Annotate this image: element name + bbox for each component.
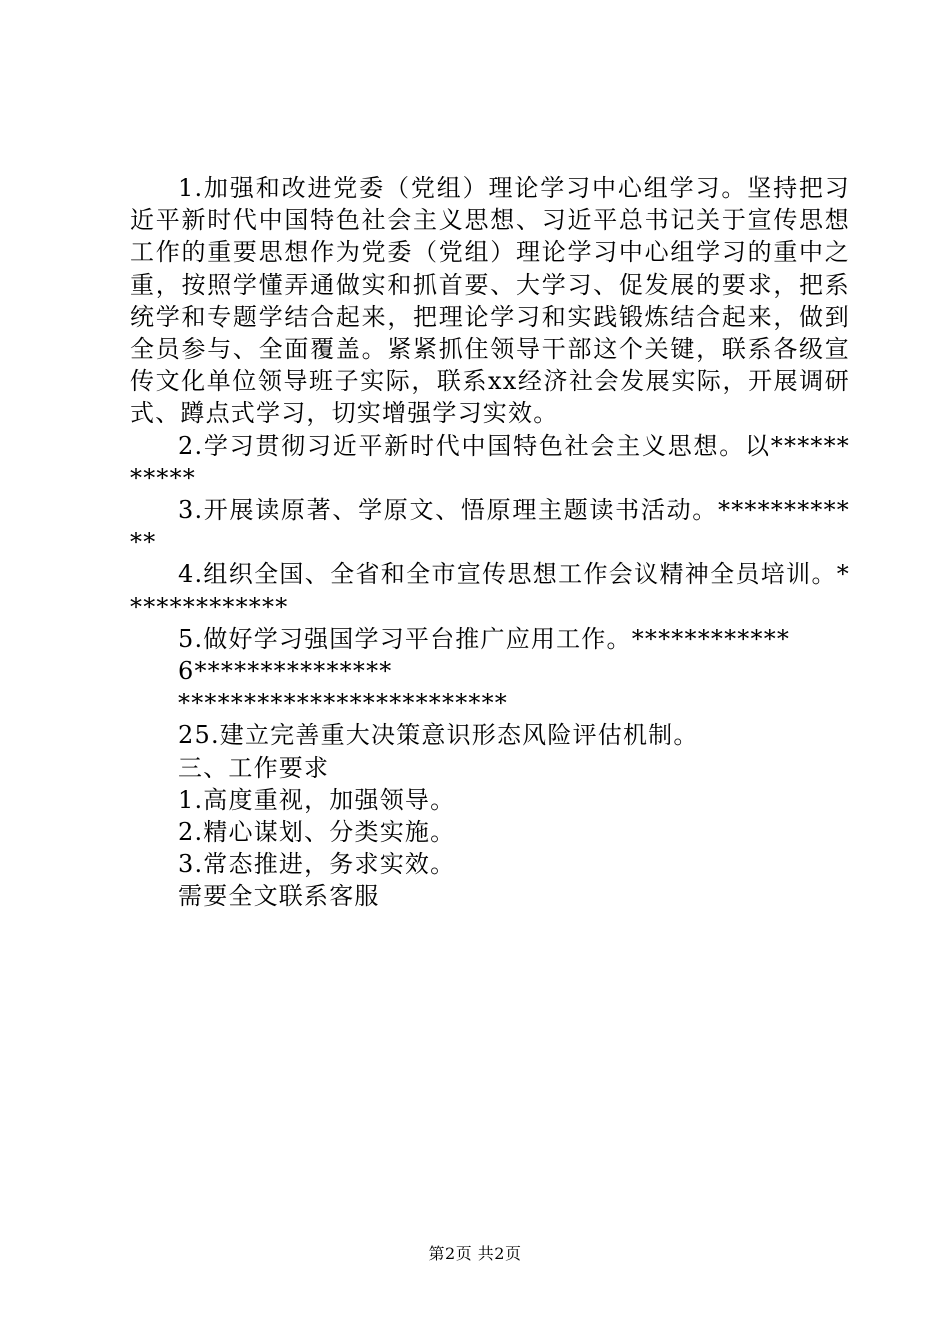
redacted-line: ************************* xyxy=(178,689,508,718)
paragraph-item-5: 5.做好学习强国学习平台推广应用工作。************ xyxy=(178,624,791,653)
page-number: 第2页 共2页 xyxy=(428,1244,522,1263)
requirement-item-2: 2.精心谋划、分类实施。 xyxy=(178,818,456,847)
paragraph-item-2: 2.学习贯彻习近平新时代中国特色社会主义思想。以*********** xyxy=(130,431,850,492)
paragraph-item-3: 3.开展读原著、学原文、悟原理主题读书活动。************ xyxy=(130,496,850,557)
paragraph-item-25: 25.建立完善重大决策意识形态风险评估机制。 xyxy=(178,721,699,750)
paragraph-item-4: 4.组织全国、全省和全市宣传思想工作会议精神全员培训。************* xyxy=(130,560,850,621)
requirement-item-3: 3.常态推进，务求实效。 xyxy=(178,850,456,879)
document-body xyxy=(130,172,850,913)
contact-note: 需要全文联系客服 xyxy=(178,882,380,911)
section-heading: 三、工作要求 xyxy=(178,753,330,782)
paragraph-item-6: 6*************** xyxy=(178,657,393,686)
requirement-item-1: 1.高度重视，加强领导。 xyxy=(178,785,456,814)
paragraph-item-1: 1.加强和改进党委（党组）理论学习中心组学习。坚持把习近平新时代中国特色社会主义思想、习近平总书记关于宣传思想工作的重要思想作为党委（党组）理论学习中心组学习的重中之重，按照学懂弄通做实和抓首要、大学习、促发展的要求，把系统学和专题学结合起来，把理论学习和实践锻炼结合起来，做到全员参与、全面覆盖。紧紧抓住领导干部这个关键，联系各级宣传文化单位领导班子实际，联系xx经济社会发展实际，开展调研式、蹲点式学习，切实增强学习实效。 xyxy=(130,174,850,428)
